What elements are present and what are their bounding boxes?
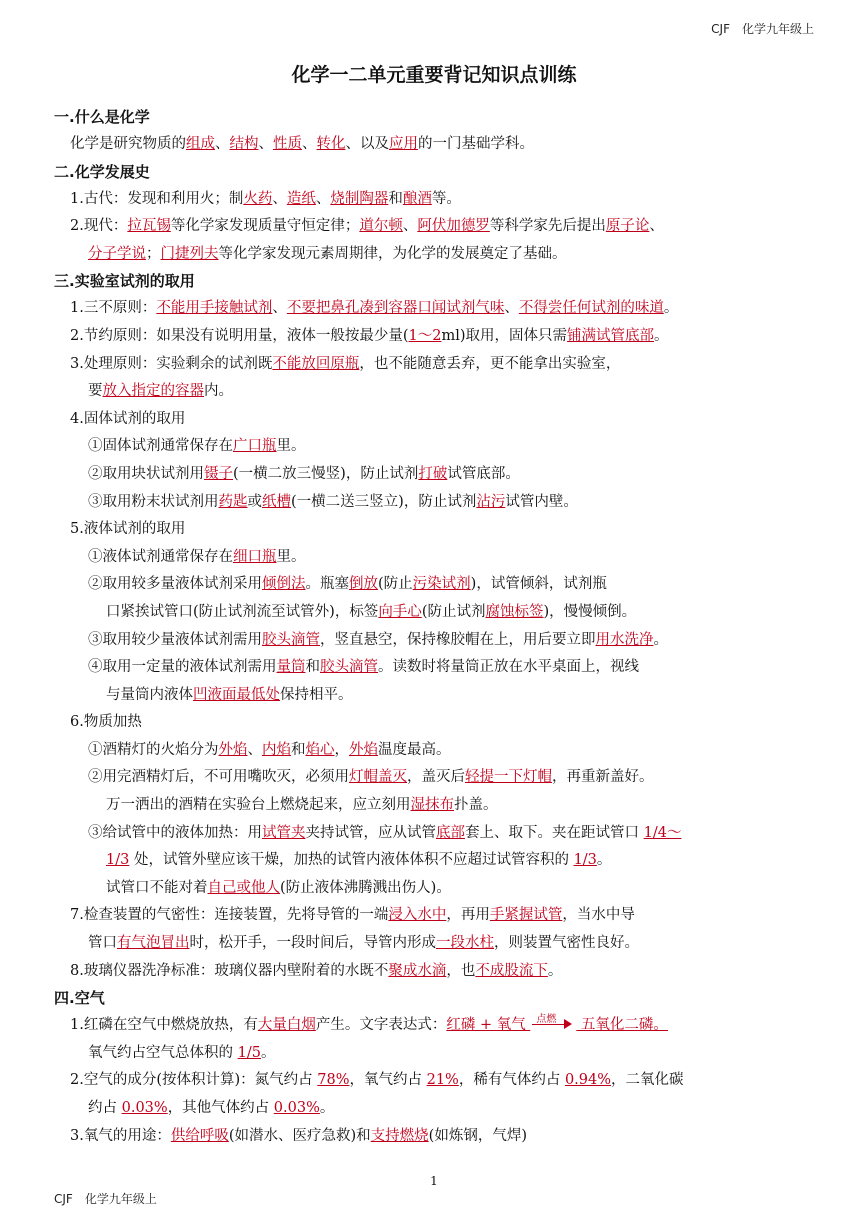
page-footer bbox=[54, 1190, 157, 1207]
text-line bbox=[54, 847, 824, 875]
key-answer: 红磷 + 氧气 bbox=[446, 1017, 531, 1034]
text-line bbox=[54, 599, 824, 627]
key-answer: 酿酒 bbox=[402, 190, 432, 207]
text-line bbox=[54, 1067, 824, 1095]
line-text: 与量筒内液体 bbox=[106, 686, 193, 703]
text-line bbox=[54, 1123, 824, 1151]
line-text: 7.检查装置的气密性：连接装置，先将导管的一端 bbox=[70, 907, 389, 924]
text-line bbox=[54, 571, 824, 599]
key-answer: 倒放 bbox=[349, 576, 378, 593]
key-answer: 有气泡冒出 bbox=[117, 935, 190, 952]
line-text: 。读数时将量筒正放在水平桌面上，视线 bbox=[378, 659, 639, 676]
key-answer: 五氧化二磷。 bbox=[576, 1017, 668, 1034]
line-text: 2.节约原则：如果没有说明用量，液体一般按最少量( bbox=[70, 327, 409, 344]
text-line bbox=[54, 682, 824, 710]
line-text: 氧气约占空气总体积的 bbox=[88, 1044, 238, 1061]
key-answer: 性质 bbox=[273, 136, 302, 152]
line-text: 等。 bbox=[431, 190, 461, 207]
line-text: 温度最高。 bbox=[378, 741, 451, 758]
line-text: ，则装置气密性良好。 bbox=[494, 935, 639, 952]
key-answer: 胶头滴管 bbox=[320, 659, 378, 676]
key-answer: 聚成水滴 bbox=[388, 962, 447, 979]
key-answer: 结构 bbox=[229, 136, 259, 152]
key-answer: 拉瓦锡 bbox=[127, 218, 171, 235]
line-text: 。 bbox=[654, 327, 669, 344]
document-body bbox=[54, 104, 824, 1150]
line-text: 5.液体试剂的取用 bbox=[70, 521, 186, 538]
key-answer: 放入指定的容器 bbox=[102, 383, 204, 400]
line-text: 试管内壁。 bbox=[505, 493, 578, 510]
text-line bbox=[54, 544, 824, 572]
key-answer: 0.03% bbox=[273, 1100, 320, 1116]
key-answer: 不要把鼻孔凑到容器口闻试剂气味 bbox=[286, 300, 505, 317]
line-text: 试管底部。 bbox=[447, 465, 520, 482]
key-answer: 外焰 bbox=[218, 741, 248, 758]
line-text: 。 bbox=[260, 1044, 276, 1061]
key-answer: 轻提一下灯帽 bbox=[465, 769, 552, 786]
text-line bbox=[54, 930, 824, 958]
reaction-arrow-icon bbox=[530, 1014, 576, 1032]
line-text: (一横二送三竖立)，防止试剂 bbox=[291, 493, 477, 510]
line-text: ①液体试剂通常保存在 bbox=[88, 548, 233, 565]
line-text: 和 bbox=[291, 741, 306, 758]
line-text: 。瓶塞 bbox=[305, 576, 349, 593]
line-text: 。 bbox=[663, 300, 679, 317]
line-text: 。 bbox=[319, 1100, 335, 1116]
line-text: 1.三不原则： bbox=[70, 300, 157, 317]
line-text: ，氧气约占 bbox=[349, 1072, 427, 1089]
line-text: 、以及 bbox=[345, 136, 389, 152]
text-line bbox=[54, 131, 824, 159]
line-text: 、 bbox=[272, 300, 287, 317]
key-answer: 1/4～ bbox=[643, 824, 682, 841]
line-text: 4.固体试剂的取用 bbox=[70, 410, 186, 427]
line-text: 、 bbox=[315, 190, 331, 207]
line-text: ③取用较少量液体试剂需用 bbox=[88, 631, 262, 648]
key-answer: 原子论 bbox=[605, 218, 650, 235]
key-answer: 烧制陶器 bbox=[330, 190, 389, 207]
line-text: ②取用块状试剂用 bbox=[88, 465, 204, 482]
line-text: 、 bbox=[504, 300, 519, 317]
line-text: ，其他气体约占 bbox=[167, 1100, 274, 1116]
line-text: 、 bbox=[302, 136, 317, 152]
line-text: ③取用粉末状试剂用 bbox=[88, 493, 219, 510]
text-line bbox=[54, 378, 824, 406]
line-text: ，也 bbox=[446, 962, 476, 979]
text-line bbox=[54, 406, 824, 434]
line-text: 的一门基础学科。 bbox=[418, 136, 534, 152]
line-text: 处，试管外壁应该干燥，加热的试管内液体体积不应超过试管容积的 bbox=[129, 852, 574, 869]
line-text: 8.玻璃仪器洗净标准：玻璃仪器内壁附着的水既不 bbox=[70, 962, 389, 979]
line-text: 夹持试管，应从试管 bbox=[305, 824, 436, 841]
footer-author: CJF bbox=[54, 1192, 73, 1206]
key-answer: 腐蚀标签 bbox=[485, 603, 544, 620]
key-answer: 胶头滴管 bbox=[262, 631, 320, 648]
key-answer: 一段水柱 bbox=[436, 935, 494, 952]
key-answer: 铺满试管底部 bbox=[567, 327, 654, 344]
line-text: 。 bbox=[547, 962, 563, 979]
line-text: ④取用一定量的液体试剂需用 bbox=[88, 659, 277, 676]
line-text: ①固体试剂通常保存在 bbox=[88, 438, 233, 455]
line-text: ； bbox=[146, 245, 161, 262]
line-text: 。 bbox=[596, 852, 612, 869]
key-answer: 污染试剂 bbox=[412, 576, 471, 593]
line-text: (防止 bbox=[378, 576, 413, 593]
key-answer: 大量白烟 bbox=[257, 1017, 316, 1034]
line-text: 2.空气的成分(按体积计算)：氮气约占 bbox=[70, 1072, 318, 1089]
key-answer: 1～2 bbox=[408, 327, 442, 344]
line-text: 要 bbox=[88, 383, 103, 400]
section-heading bbox=[54, 985, 824, 1012]
line-text: 套上、取下。夹在距试管口 bbox=[465, 824, 644, 841]
page-header bbox=[711, 20, 814, 37]
key-answer: 倾倒法 bbox=[262, 576, 306, 593]
key-answer: 供给呼吸 bbox=[170, 1127, 229, 1144]
text-line bbox=[54, 627, 824, 655]
line-text: 约占 bbox=[88, 1100, 122, 1116]
key-answer: 打破 bbox=[418, 465, 448, 482]
line-text: 1.红磷在空气中燃烧放热，有 bbox=[70, 1017, 258, 1034]
key-answer: 转化 bbox=[316, 136, 346, 152]
key-answer: 0.94% bbox=[564, 1072, 612, 1089]
text-line bbox=[54, 792, 824, 820]
line-text: 3.氧气的用途： bbox=[70, 1127, 171, 1144]
line-text: 扑盖。 bbox=[454, 797, 498, 814]
text-line bbox=[54, 764, 824, 792]
key-answer: 不得尝任何试剂的味道 bbox=[518, 300, 664, 317]
key-answer: 支持燃烧 bbox=[370, 1127, 429, 1144]
line-text: ，二氧化碳 bbox=[611, 1072, 684, 1089]
key-answer: 手紧握试管 bbox=[489, 907, 563, 924]
key-answer: 自己或他人 bbox=[207, 879, 280, 896]
key-answer: 阿伏加德罗 bbox=[417, 218, 490, 235]
key-answer: 量筒 bbox=[276, 659, 306, 676]
line-text: 四.空气 bbox=[54, 989, 105, 1008]
text-line bbox=[54, 433, 824, 461]
text-line bbox=[54, 1040, 824, 1068]
key-answer: 1/3 bbox=[573, 852, 597, 869]
key-answer: 湿抹布 bbox=[410, 797, 454, 814]
line-text: 和 bbox=[305, 659, 320, 676]
line-text: 6.物质加热 bbox=[70, 714, 142, 731]
line-text: ②取用较多量液体试剂采用 bbox=[88, 576, 262, 593]
text-line bbox=[54, 1012, 824, 1040]
key-answer: 门捷列夫 bbox=[160, 245, 219, 262]
line-text: (防止液体沸腾溅出伤人)。 bbox=[280, 879, 451, 896]
line-text: 或 bbox=[247, 493, 262, 510]
key-answer: 不能放回原瓶 bbox=[272, 355, 360, 372]
text-line bbox=[54, 737, 824, 765]
key-answer: 外焰 bbox=[349, 741, 378, 758]
line-text: )，慢慢倾倒。 bbox=[543, 603, 637, 620]
header-author: CJF bbox=[711, 22, 730, 36]
key-answer: 细口瓶 bbox=[233, 548, 277, 565]
section-heading bbox=[54, 104, 824, 131]
key-answer: 药匙 bbox=[218, 493, 248, 510]
line-text: 里。 bbox=[276, 438, 306, 455]
line-text: ，稀有气体约占 bbox=[458, 1072, 565, 1089]
page-title: 化学一二单元重要背记知识点训练 bbox=[291, 64, 577, 86]
text-line bbox=[54, 351, 824, 379]
line-text: 时，松开手，一段时间后，导管内形成 bbox=[189, 935, 436, 952]
reaction-condition: 点燃 bbox=[536, 1014, 557, 1026]
key-answer: 镊子 bbox=[204, 465, 233, 482]
line-text: 3.处理原则：实验剩余的试剂既 bbox=[70, 355, 273, 372]
text-line bbox=[54, 902, 824, 930]
line-text: 保持相平。 bbox=[280, 686, 353, 703]
text-line bbox=[54, 461, 824, 489]
key-answer: 试管夹 bbox=[262, 824, 306, 841]
line-text: 2.现代： bbox=[70, 218, 128, 235]
line-text: 、 bbox=[247, 741, 262, 758]
line-text: 口紧挨试管口(防止试剂流至试管外)，标签 bbox=[106, 603, 379, 620]
key-answer: 凹液面最低处 bbox=[193, 686, 280, 703]
line-text: ，再用 bbox=[446, 907, 490, 924]
key-answer: 火药 bbox=[243, 190, 273, 207]
line-text: 三.实验室试剂的取用 bbox=[54, 272, 195, 291]
key-answer: 不能用手接触试剂 bbox=[156, 300, 273, 317]
text-line bbox=[54, 709, 824, 737]
line-text: ①酒精灯的火焰分为 bbox=[88, 741, 219, 758]
line-text: ，也不能随意丢弃，更不能拿出实验室， bbox=[359, 355, 621, 372]
key-answer: 纸槽 bbox=[262, 493, 291, 510]
header-subject: 化学九年级上 bbox=[741, 22, 814, 36]
line-text: 等化学家发现元素周期律，为化学的发展奠定了基础。 bbox=[218, 245, 567, 262]
key-answer: 1/5 bbox=[237, 1044, 261, 1061]
key-answer: 灯帽盖灭 bbox=[349, 769, 407, 786]
key-answer: 道尔顿 bbox=[359, 218, 403, 235]
footer-subject: 化学九年级上 bbox=[84, 1192, 157, 1206]
line-text: ，再重新盖好。 bbox=[552, 769, 654, 786]
key-answer: 78% bbox=[317, 1072, 350, 1089]
section-heading bbox=[54, 268, 824, 295]
line-text: 。 bbox=[653, 631, 668, 648]
line-text: (一横二放三慢竖)，防止试剂 bbox=[233, 465, 419, 482]
text-line bbox=[54, 489, 824, 517]
line-text: (如炼钢，气焊) bbox=[428, 1127, 527, 1144]
text-line bbox=[54, 654, 824, 682]
text-line bbox=[54, 241, 824, 269]
line-text: 等化学家发现质量守恒定律； bbox=[170, 218, 360, 235]
line-text: 里。 bbox=[276, 548, 306, 565]
line-text: ， bbox=[334, 741, 349, 758]
line-text: ②用完酒精灯后，不可用嘴吹灭，必须用 bbox=[88, 769, 349, 786]
key-answer: 1/3 bbox=[106, 852, 130, 869]
key-answer: 不成股流下 bbox=[475, 962, 548, 979]
key-answer: 21% bbox=[426, 1072, 459, 1089]
line-text: (防止试剂 bbox=[421, 603, 486, 620]
line-text: 内。 bbox=[204, 383, 233, 400]
line-text: 化学是研究物质的 bbox=[70, 136, 186, 152]
line-text: ，当水中导 bbox=[562, 907, 635, 924]
key-answer: 分子学说 bbox=[88, 245, 146, 262]
line-text: 二.化学发展史 bbox=[54, 162, 150, 181]
line-text: ml)取用，固体只需 bbox=[441, 327, 567, 344]
line-text: 、 bbox=[215, 136, 230, 152]
line-text: ，竖直悬空，保持橡胶帽在上，用后要立即 bbox=[320, 631, 596, 648]
line-text: (如潜水、医疗急救)和 bbox=[228, 1127, 371, 1144]
key-answer: 内焰 bbox=[262, 741, 291, 758]
line-text: 万一洒出的酒精在实验台上燃烧起来，应立刻用 bbox=[106, 797, 411, 814]
line-text: 等科学家先后提出 bbox=[489, 218, 606, 235]
text-line bbox=[54, 213, 824, 241]
line-text: 1.古代：发现和利用火；制 bbox=[70, 190, 244, 207]
line-text: )，试管倾斜，试剂瓶 bbox=[470, 576, 607, 593]
line-text: 、 bbox=[272, 190, 287, 207]
text-line bbox=[54, 186, 824, 214]
key-answer: 沾污 bbox=[476, 493, 506, 510]
line-text: 和 bbox=[388, 190, 403, 207]
line-text: 产生。文字表达式： bbox=[315, 1017, 447, 1034]
line-text: 一.什么是化学 bbox=[54, 108, 150, 126]
section-heading bbox=[54, 159, 824, 186]
key-answer: 组成 bbox=[186, 136, 215, 152]
key-answer: 广口瓶 bbox=[233, 438, 277, 455]
line-text: 试管口不能对着 bbox=[106, 879, 208, 896]
key-answer: 应用 bbox=[389, 136, 418, 152]
key-answer: 底部 bbox=[436, 824, 465, 841]
text-line bbox=[54, 958, 824, 986]
line-text: 管口 bbox=[88, 935, 117, 952]
line-text: 、 bbox=[649, 218, 664, 235]
text-line bbox=[54, 295, 824, 323]
key-answer: 0.03% bbox=[121, 1100, 168, 1116]
key-answer: 向手心 bbox=[378, 603, 422, 620]
line-text: ，盖灭后 bbox=[407, 769, 465, 786]
line-text: ③给试管中的液体加热：用 bbox=[88, 824, 262, 841]
key-answer: 造纸 bbox=[286, 190, 316, 207]
line-text: 、 bbox=[258, 136, 273, 152]
text-line bbox=[54, 516, 824, 544]
page-number: 1 bbox=[430, 1174, 438, 1188]
key-answer: 浸入水中 bbox=[388, 907, 447, 924]
text-line bbox=[54, 1095, 824, 1123]
line-text: 、 bbox=[402, 218, 418, 235]
key-answer: 焰心 bbox=[305, 741, 335, 758]
key-answer: 用水洗净 bbox=[595, 631, 654, 648]
text-line bbox=[54, 820, 824, 848]
text-line bbox=[54, 323, 824, 351]
text-line bbox=[54, 875, 824, 903]
